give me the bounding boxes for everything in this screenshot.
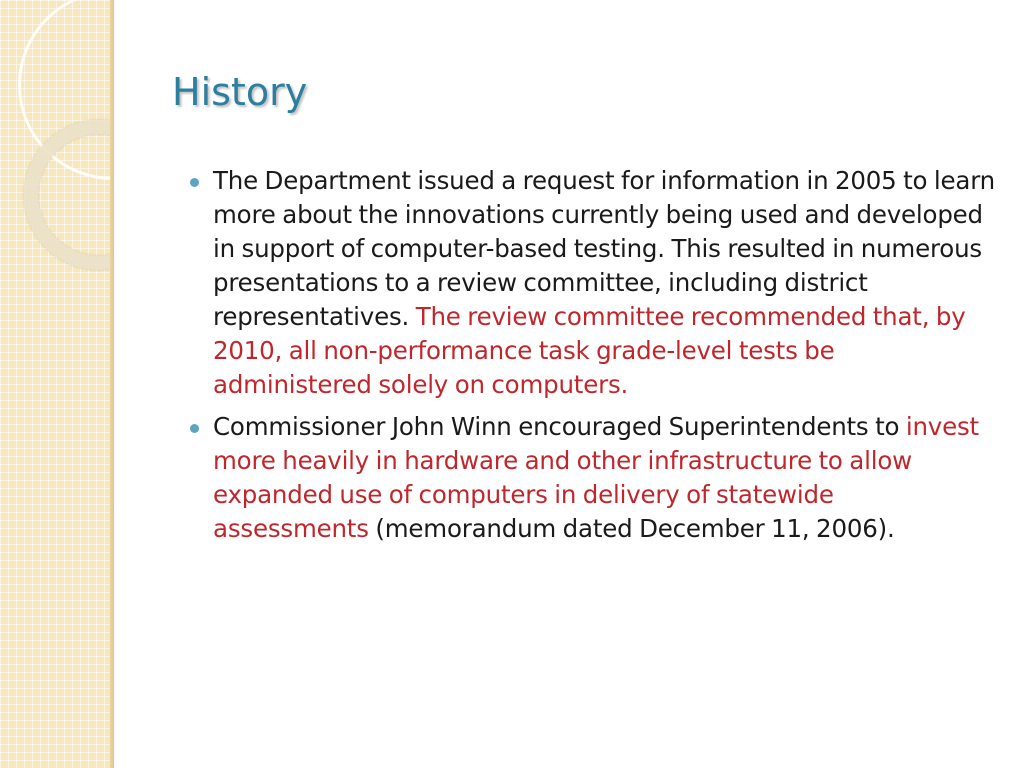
bullet-text-plain: The Department issued a request for information in 2005 to learn more about the innovations currently being used and developed in support of computer-based testing. This resulted in numerous presentations to a review committee, including district representatives. <box>213 166 995 331</box>
slide-title: History <box>172 70 308 114</box>
bullet-item <box>190 410 995 546</box>
bullet-text <box>213 166 995 399</box>
bullet-dot-icon <box>190 178 199 187</box>
side-band-edge <box>110 0 114 768</box>
bullet-text-plain: Commissioner John Winn encouraged Superintendents to <box>213 412 906 441</box>
bullet-text-plain: (memorandum dated December 11, 2006). <box>368 514 895 543</box>
bullet-list <box>190 164 995 554</box>
decorative-side-band <box>0 0 114 768</box>
bullet-text-emphasis: invest more heavily in hardware and other infrastructure to allow expanded use of computers in delivery of statewide assessments <box>213 412 979 543</box>
bullet-text <box>213 412 979 543</box>
bullet-item <box>190 164 995 402</box>
bullet-dot-icon <box>190 424 199 433</box>
bullet-text-emphasis: The review committee recommended that, by 2010, all non-performance task grade-level tests be administered solely on computers. <box>213 302 966 399</box>
